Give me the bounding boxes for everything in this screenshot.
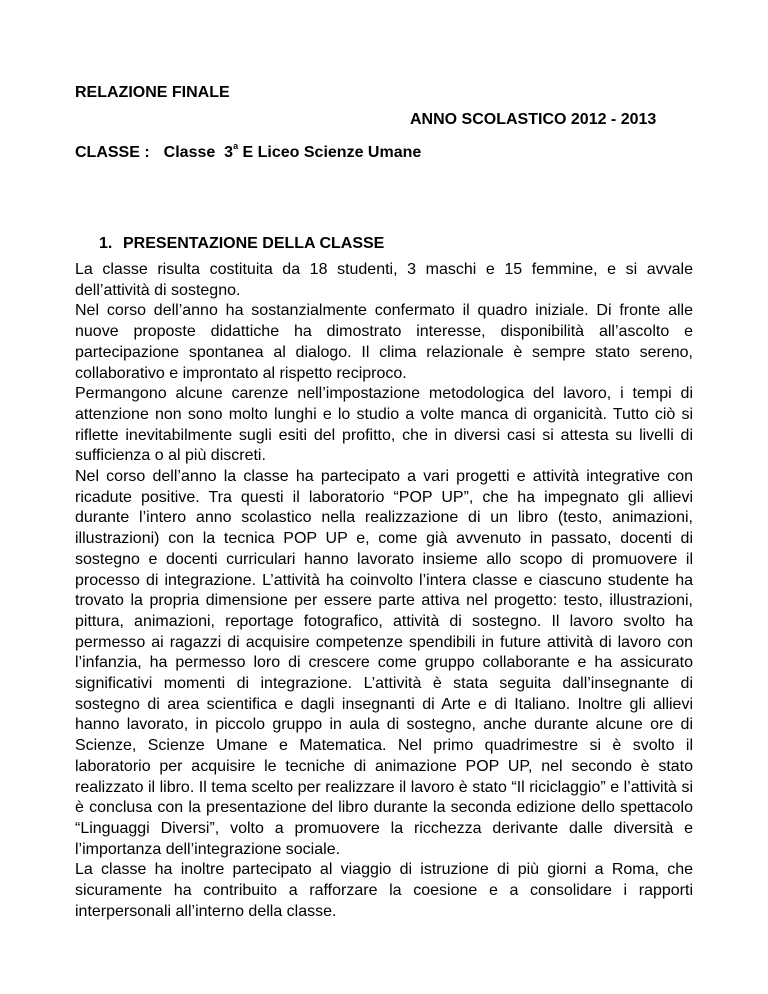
section-number: 1.: [99, 235, 113, 252]
report-title: RELAZIONE FINALE: [75, 84, 230, 101]
paragraph: Permangono alcune carenze nell’impostazione metodologica del lavoro, i tempi di attenzione non sono molto lunghi e lo studio a volte manca di organicità. Tutto ciò si riflette inevitabilmente sugli esiti del profitto, che in diversi casi si attesta su livelli di sufficienza o al più discreti.: [75, 385, 693, 465]
class-superscript: a: [233, 141, 239, 151]
class-line: [75, 141, 422, 162]
section-heading: [99, 235, 384, 253]
class-suffix: E Liceo Scienze Umane: [238, 144, 422, 161]
school-year: ANNO SCOLASTICO 2012 - 2013: [410, 111, 657, 128]
section-title: PRESENTAZIONE DELLA CLASSE: [123, 235, 385, 252]
class-prefix: Classe 3: [163, 144, 234, 161]
paragraph: La classe ha inoltre partecipato al viaggio di istruzione di più giorni a Roma, che sicuramente ha contribuito a rafforzare la coesione e a consolidare i rapporti interpersonali all’interno della classe.: [75, 861, 693, 920]
class-label: CLASSE :: [75, 144, 150, 161]
paragraph: Nel corso dell’anno ha sostanzialmente confermato il quadro iniziale. Di fronte alle nuove proposte didattiche ha dimostrato interesse, disponibilità all’ascolto e partecipazione spontanea al dialogo. Il clima relazionale è sempre stato sereno, collaborativo e improntato al rispetto reciproco.: [75, 302, 693, 382]
paragraph: La classe risulta costituita da 18 studenti, 3 maschi e 15 femmine, e si avvale dell’attività di sostegno.: [75, 261, 693, 299]
paragraph: Nel corso dell’anno la classe ha partecipato a vari progetti e attività integrative con ricadute positive. Tra questi il laboratorio “POP UP”, che ha impegnato gli allievi durante l’intero anno scolastico nella realizzazione di un libro (testo, animazioni, illustrazioni) con la tecnica POP UP e, come già avvenuto in passato, docenti di sostegno e docenti curriculari hanno lavorato insieme allo scopo di promuovere il processo di integrazione. L’attività ha coinvolto l’intera classe e ciascuno studente ha trovato la propria dimensione per essere parte attiva nel progetto: testo, illustrazioni, pittura, animazioni, reportage fotografico, attività di sostegno. Il lavoro svolto ha permesso ai ragazzi di acquisire competenze spendibili in future attività di lavoro con l’infanzia, ha permesso loro di crescere come gruppo collaborante e ha assicurato significativi momenti di integrazione. L’attività è stata seguita dall’insegnante di sostegno di area scientifica e dagli insegnanti di Arte e di Italiano. Inoltre gli allievi hanno lavorato, in piccolo gruppo in aula di sostegno, anche durante alcune ore di Scienze, Scienze Umane e Matematica. Nel primo quadrimestre si è svolto il laboratorio per acquisire le tecniche di animazione POP UP, nel secondo è stato realizzato il libro. Il tema scelto per realizzare il lavoro è stato “Il riciclaggio” e l’attività si è conclusa con la presentazione del libro durante la seconda edizione dello spettacolo “Linguaggi Diversi”, volto a promuovere la ricchezza derivante dalle diversità e l’importanza dell’integrazione sociale.: [75, 468, 693, 858]
section-body: [75, 260, 693, 923]
